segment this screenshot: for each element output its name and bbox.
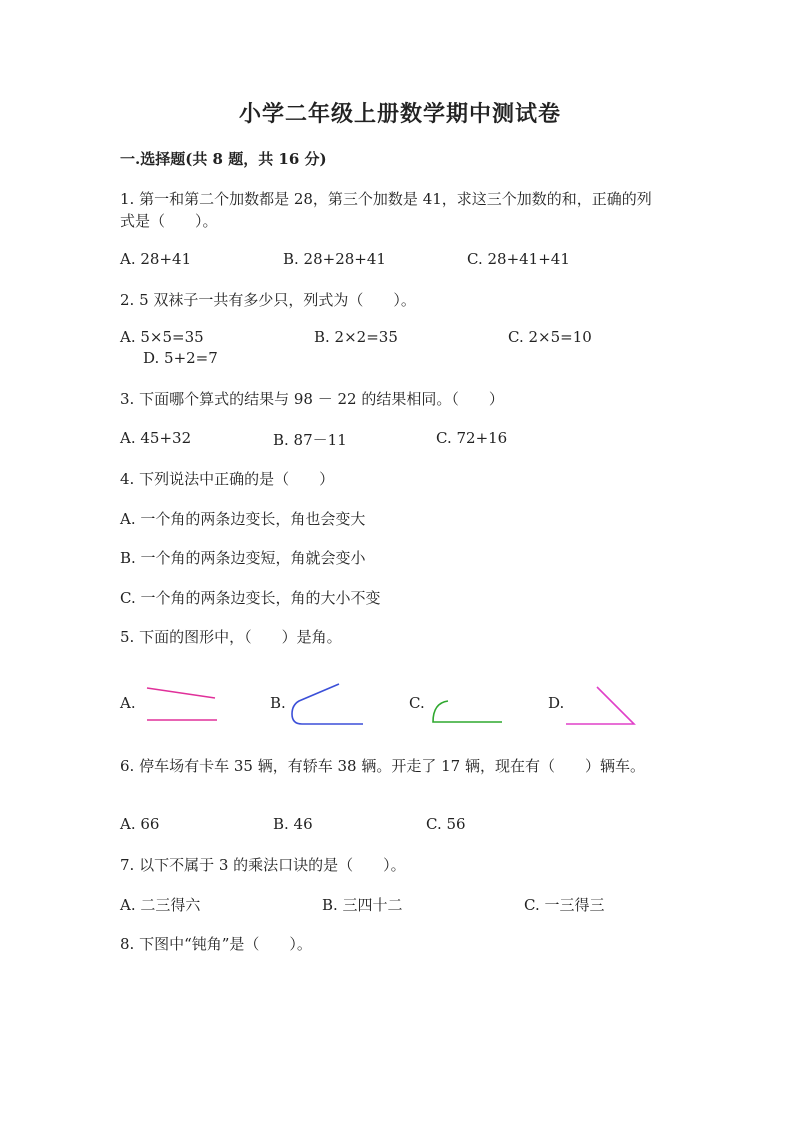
figure-d-angle (566, 687, 634, 724)
question-6-option-b[interactable]: B. 46 (273, 815, 313, 833)
question-4-option-b[interactable]: B. 一个角的两条边变短，角就会变小 (120, 549, 366, 567)
figure-label-a[interactable]: A. (120, 694, 136, 712)
question-3-text: 3. 下面哪个算式的结果与 98 － 22 的结果相同。（ ） (120, 390, 504, 408)
question-1-text-line2: 式是（ ）。 (120, 212, 218, 230)
question-7-option-a[interactable]: A. 二三得六 (120, 896, 201, 914)
question-2-option-d[interactable]: D. 5+2=7 (143, 349, 218, 367)
figure-a-two-lines (147, 688, 217, 720)
question-3-option-b[interactable]: B. 87－11 (273, 431, 347, 449)
question-7-option-c[interactable]: C. 一三得三 (524, 896, 605, 914)
question-3-option-c[interactable]: C. 72+16 (436, 429, 508, 447)
question-6-option-a[interactable]: A. 66 (120, 815, 160, 833)
question-4-option-c[interactable]: C. 一个角的两条边变长，角的大小不变 (120, 589, 381, 607)
question-6-text: 6. 停车场有卡车 35 辆，有轿车 38 辆。开走了 17 辆，现在有（ ）辆车。 (120, 757, 645, 775)
question-7-text: 7. 以下不属于 3 的乘法口诀的是（ ）。 (120, 856, 406, 874)
question-2-text: 2. 5 双袜子一共有多少只，列式为（ ）。 (120, 291, 416, 309)
question-2-option-a[interactable]: A. 5×5=35 (120, 328, 204, 346)
question-4-text: 4. 下列说法中正确的是（ ） (120, 470, 335, 488)
question-3-option-a[interactable]: A. 45+32 (120, 429, 192, 447)
question-1-option-b[interactable]: B. 28+28+41 (283, 250, 386, 268)
question-7-option-b[interactable]: B. 三四十二 (322, 896, 403, 914)
question-1-option-a[interactable]: A. 28+41 (120, 250, 192, 268)
question-2-option-b[interactable]: B. 2×2=35 (314, 328, 398, 346)
figure-b-curved-lines (292, 684, 363, 724)
question-6-option-c[interactable]: C. 56 (426, 815, 466, 833)
question-4-option-a[interactable]: A. 一个角的两条边变长，角也会变大 (120, 510, 366, 528)
question-2-option-c[interactable]: C. 2×5=10 (508, 328, 592, 346)
figure-c-arc-and-line (433, 701, 502, 722)
question-1-option-c[interactable]: C. 28+41+41 (467, 250, 570, 268)
figure-label-c[interactable]: C. (409, 694, 425, 712)
question-5-text: 5. 下面的图形中，（ ）是角。 (120, 628, 342, 646)
section-heading: 一.选择题(共 8 题，共 16 分) (120, 150, 327, 168)
question-1-text-line1: 1. 第一和第二个加数都是 28，第三个加数是 41，求这三个加数的和，正确的列 (120, 190, 652, 208)
figure-label-b[interactable]: B. (270, 694, 286, 712)
page-title: 小学二年级上册数学期中测试卷 (238, 101, 561, 127)
question-8-text: 8. 下图中“钝角”是（ ）。 (120, 935, 312, 953)
figure-label-d[interactable]: D. (548, 694, 565, 712)
